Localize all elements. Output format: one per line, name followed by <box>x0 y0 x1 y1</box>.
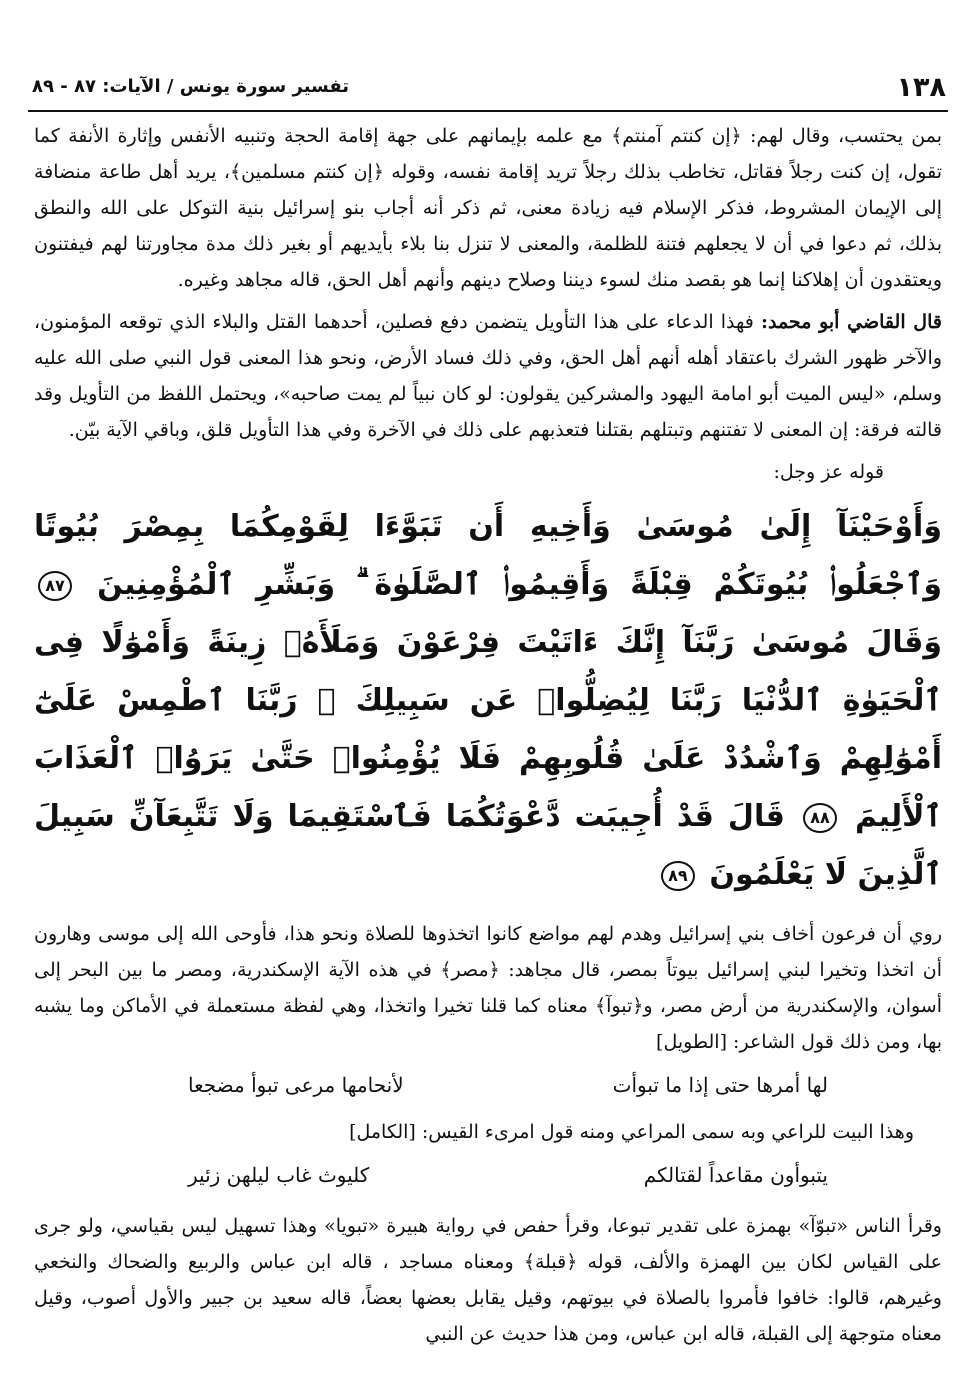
paragraph-2-text: فهذا الدعاء على هذا التأويل يتضمن دفع فصلين، أحدهما القتل والبلاء الذي توقعه المؤمنون، والآخر ظهور الشرك باعتقاد أهله أنهم أهل الحق، وفي ذلك فساد الأرض، ونحو هذا المعنى قول النبي صلى الله عليه وسلم، «ليس الميت أبو امامة اليهود والمشركين يقولون: لو كان نبياً لم يمت صاحبه»، ويحتمل اللفظ من التأويل وقد قالته فرقة: إن المعنى لا تفتنهم وتبتلهم بقتلنا فتعذبهم على ذلك في الآخرة وفي هذا التأويل قلق، وباقي الآية بيّن. <box>34 311 942 441</box>
quran-verse-88-text: وَقَالَ مُوسَىٰ رَبَّنَآ إِنَّكَ ءَاتَيْتَ فِرْعَوْنَ وَمَلَأَهُۥ زِينَةً وَأَمْوَٰلًا فِى ٱلْحَيَوٰةِ ٱلدُّنْيَا رَبَّنَا لِيُضِلُّوا۟ عَن سَبِيلِكَ ۖ رَبَّنَا ٱطْمِسْ عَلَىٰٓ أَمْوَٰلِهِمْ وَٱشْدُدْ عَلَىٰ قُلُوبِهِمْ فَلَا يُؤْمِنُوا۟ حَتَّىٰ يَرَوُا۟ ٱلْعَذَابَ ٱلْأَلِيمَ <box>34 625 942 834</box>
running-title: تفسير سورة يونس / الآيات: ٨٧ - ٨٩ <box>32 76 350 97</box>
commentary-paragraph-1: بمن يحتسب، وقال لهم: ﴿إن كنتم آمنتم﴾ مع علمه بإيمانهم على جهة إقامة الحجة وتنبيه الأنفس وإثارة الأنفة كما تقول، إن كنت رجلاً فقاتل، تخاطب بذلك رجلاً تريد إقامة نفسه، وقوله ﴿إن كنتم مسلمين﴾، يريد أهل طاعة منضافة إلى الإيمان المشروط، فذكر الإسلام فيه زيادة معنى، ثم ذكر أنه أجاب بنو إسرائيل بنية التوكل على الله والنطق بذلك، ثم دعوا في أن لا يجعلهم فتنة للظلمة، والمعنى لا تنزل بنا بلاء بأيديهم أو بغير ذلك مدة مجاورتنا لهم فيفتنون ويعتقدون أن إهلاكنا إنما هو بقصد منك لسوء ديننا وصلاح دينهم وأنهم أهل الحق، قاله مجاهد وغيره. <box>34 125 942 291</box>
verse-intro: قوله عز وجل: <box>773 461 884 483</box>
commentary-paragraph-3 <box>28 916 948 1060</box>
speaker-label: قال القاضي أبو محمد: <box>760 311 942 333</box>
poetry-intro <box>28 1114 948 1150</box>
commentary-paragraph-4: وقرأ الناس «تبوّآ» بهمزة على تقدير تبوعا، وقرأ حفص في رواية هبيرة «تبويا» وهذا تسهيل ليس بقياسي، ولو جرى على القياس لكان بين الهمزة والألف، قوله ﴿قبلة﴾ ومعناه مساجد ، قاله ابن عباس والربيع والضحاك والنخعي وغيرهم، قالوا: خافوا فأمروا بالصلاة في بيوتهم، وقيل يقابل بعضها بعضاً، قاله سعيد بن جبير والأول أصوب، وقيل معناه متوجهة إلى القبلة، قاله ابن عباس، ومن هذا حديث عن النبي <box>34 1215 942 1345</box>
poetry-line-2 <box>28 1154 948 1196</box>
book-page <box>28 70 948 1352</box>
paragraph-3-text: روي أن فرعون أخاف بني إسرائيل وهدم لهم مواضع كانوا اتخذوها للصلاة ونحو هذا، فأوحى الله إلى موسى وهارون أن اتخذا وتخيرا لبني إسرائيل بيوتاً بمصر، قال مجاهد: ﴿مصر﴾ في هذه الآية الإسكندرية، ومصر ما بين البحر إلى أسوان، والإسكندرية من أرض مصر، و﴿تبوآ﴾ معناه كما قلنا تخيرا واتخذا، وهي لفظة مستعملة في الأماكن وما يشبه بها، ومن ذلك قول الشاعر: <box>34 923 942 1053</box>
meter-label-tawil: [الطويل] <box>656 1031 728 1053</box>
quran-verses-block <box>28 498 948 904</box>
verse-number-87: ٨٧ <box>38 571 72 601</box>
meter-label-kamil: [الكامل] <box>349 1121 416 1143</box>
hemistich-left: كليوث غاب ليلهن زئير <box>188 1163 370 1187</box>
quran-verse-89-text: قَالَ قَدْ أُجِيبَت دَّعْوَتُكُمَا فَٱسْتَقِيمَا وَلَا تَتَّبِعَآنِّ سَبِيلَ ٱلَّذِينَ لَا يَعْلَمُونَ <box>34 799 942 892</box>
verse-number-88: ٨٨ <box>803 803 837 833</box>
verse-number-89: ٨٩ <box>661 861 695 891</box>
hemistich-left: لأنحامها مرعى تبوأ مضجعا <box>188 1073 404 1097</box>
poetry-line-1 <box>28 1064 948 1106</box>
hemistich-right: لها أمرها حتى إذا ما تبوأت <box>612 1073 828 1097</box>
hemistich-right: يتبوأون مقاعداً لقتالكم <box>643 1163 828 1187</box>
quran-verse-87-text: وَأَوْحَيْنَآ إِلَىٰ مُوسَىٰ وَأَخِيهِ أَن تَبَوَّءَا لِقَوْمِكُمَا بِمِصْرَ بُيُوتًا وَٱجْعَلُوا۟ بُيُوتَكُمْ قِبْلَةً وَأَقِيمُوا۟ ٱلصَّلَوٰةَ ۗ وَبَشِّرِ ٱلْمُؤْمِنِينَ <box>34 509 943 602</box>
page-header <box>28 70 948 112</box>
poetry-intro-text: وهذا البيت للراعي وبه سمى المراعي ومنه قول امرىء القيس: <box>415 1121 914 1143</box>
page-number: ١٣٨ <box>896 72 946 103</box>
commentary-paragraph-2 <box>28 304 948 448</box>
